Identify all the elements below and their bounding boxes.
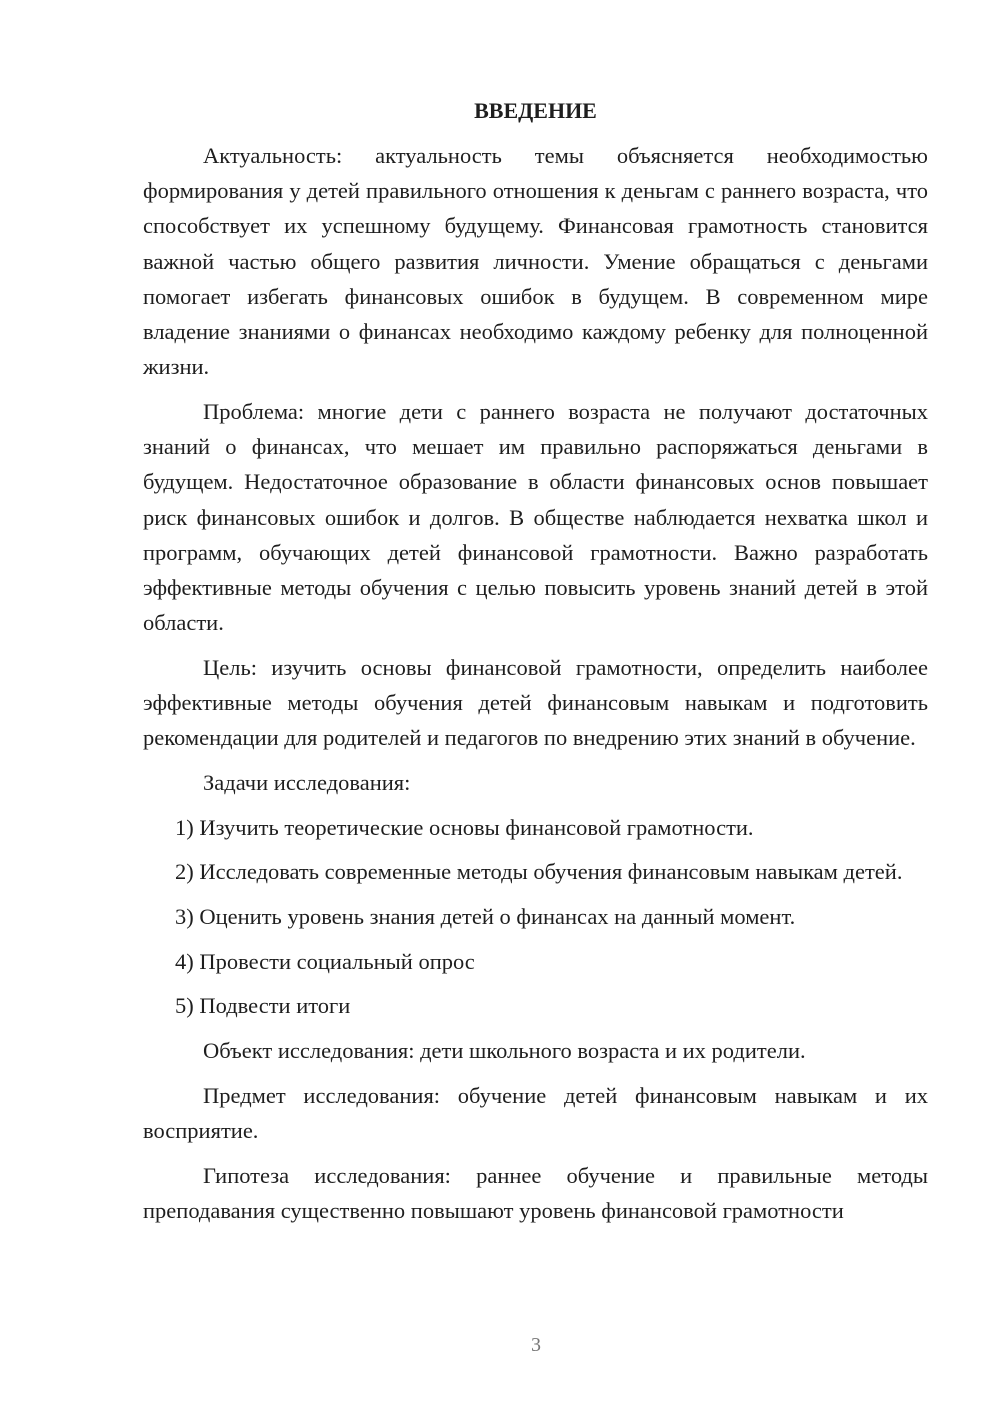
task-item-5: 5) Подвести итоги	[175, 993, 351, 1019]
document-page	[143, 96, 928, 1238]
page-title: ВВЕДЕНИЕ	[474, 98, 597, 123]
task-item-1: 1) Изучить теоретические основы финансовой грамотности.	[175, 814, 754, 840]
paragraph-object: Объект исследования: дети школьного возраста и их родители.	[203, 1038, 806, 1064]
task-item-3: 3) Оценить уровень знания детей о финансах на данный момент.	[175, 904, 796, 930]
paragraph-subject: Предмет исследования: обучение детей финансовым навыкам и их восприятие.	[143, 1082, 928, 1144]
paragraph-hypothesis: Гипотеза исследования: раннее обучение и правильные методы преподавания существенно повышают уровень финансовой грамотности	[143, 1162, 928, 1223]
paragraph-relevance: Актуальность: актуальность темы объясняется необходимостью формирования у детей правильного отношения к деньгам с раннего возраста, что способствует их успешному будущему. Финансовая грамотность становится важной частью общего развития личности. Умение обращаться с деньгами помогает избегать финансовых ошибок в будущем. В современном мире владение знаниями о финансах необходимо каждому ребенку для полноценной жизни.	[143, 143, 928, 380]
page-number: 3	[531, 1334, 541, 1356]
task-item-4: 4) Провести социальный опрос	[175, 948, 475, 974]
paragraph-problem: Проблема: многие дети с раннего возраста не получают достаточных знаний о финансах, что мешает им правильно распоряжаться деньгами в будущем. Недостаточное образование в области финансовых основ повышает риск финансовых ошибок и долгов. В обществе наблюдается нехватка школ и программ, обучающих детей финансовой грамотности. Важно разработать эффективные методы обучения с целью повысить уровень знаний детей в этой области.	[143, 398, 928, 636]
task-item-2: 2) Исследовать современные методы обучения финансовым навыкам детей.	[175, 859, 903, 885]
tasks-heading: Задачи исследования:	[203, 769, 411, 795]
paragraph-goal: Цель: изучить основы финансовой грамотности, определить наиболее эффективные методы обучения детей финансовым навыкам и подготовить рекомендации для родителей и педагогов по внедрению этих знаний в обучение.	[143, 654, 928, 751]
